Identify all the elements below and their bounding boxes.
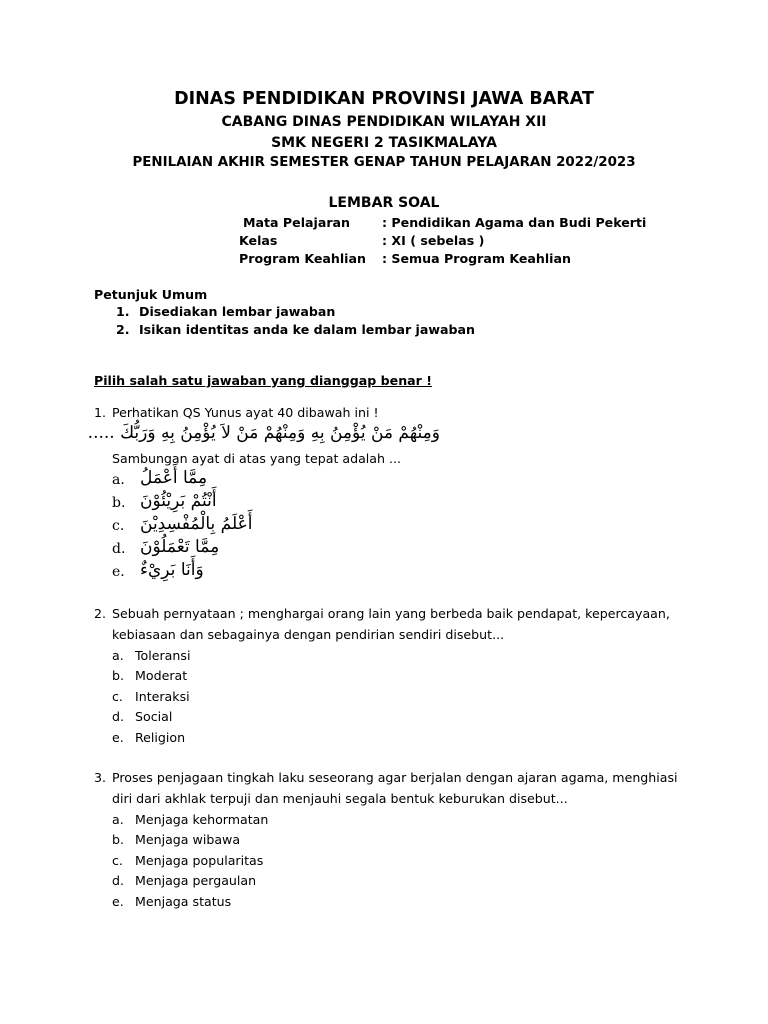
branch-title: CABANG DINAS PENDIDIKAN WILAYAH XII <box>221 114 547 130</box>
option-letter: c. <box>112 518 125 534</box>
program-value: : Semua Program Keahlian <box>382 251 571 266</box>
question-prompt: Sambungan ayat di atas yang tepat adalah ... <box>112 451 402 466</box>
option-arabic: مِمَّا أَعْمَلُ <box>140 468 208 488</box>
subject-value: : Pendidikan Agama dan Budi Pekerti <box>382 215 647 230</box>
option-text: Menjaga wibawa <box>135 832 241 847</box>
option-letter: e. <box>112 564 125 580</box>
school-name: SMK NEGERI 2 TASIKMALAYA <box>271 135 497 151</box>
option-letter: e. <box>112 730 124 745</box>
class-value: : XI ( sebelas ) <box>382 233 485 248</box>
option-letter: e. <box>112 894 124 909</box>
quran-verse: وَمِنْهُمْ مَنْ يُؤْمِنُ بِهِ وَمِنْهُمْ مَنْ لاَ يُؤْمِنُ بِهِ وَرَبُّكَ ..... <box>87 423 440 443</box>
option-text: Social <box>135 709 173 724</box>
question-text: Perhatikan QS Yunus ayat 40 dibawah ini ! <box>112 405 379 420</box>
subject-label: Mata Pelajaran <box>243 215 351 230</box>
option-arabic: أَعْلَمُ بِالْمُفْسِدِيْنَ <box>140 514 253 534</box>
option-text: Toleransi <box>135 648 191 663</box>
option-text: Menjaga status <box>135 894 232 909</box>
option-letter: d. <box>112 873 124 888</box>
option-text: Menjaga kehormatan <box>135 812 269 827</box>
option-arabic: مِمَّا تَعْمَلُوْنَ <box>140 537 220 557</box>
option-letter: c. <box>112 853 123 868</box>
question-text: diri dari akhlak terpuji dan menjauhi segala bentuk keburukan disebut... <box>112 791 568 806</box>
option-text: Menjaga pergaulan <box>135 873 257 888</box>
instruction-number: 1. <box>116 304 130 319</box>
option-text: Interaksi <box>135 689 190 704</box>
answer-directive: Pilih salah satu jawaban yang dianggap benar ! <box>94 373 433 388</box>
option-letter: a. <box>112 472 125 488</box>
question-text: Sebuah pernyataan ; menghargai orang lain yang berbeda baik pendapat, kepercayaan, <box>112 606 670 621</box>
option-letter: b. <box>112 668 124 683</box>
document-title: LEMBAR SOAL <box>328 195 440 211</box>
question-number: 3. <box>94 770 107 785</box>
option-letter: b. <box>112 832 124 847</box>
option-letter: d. <box>112 541 126 557</box>
option-text: Menjaga popularitas <box>135 853 264 868</box>
question-text: kebiasaan dan sebagainya dengan pendirian sendiri disebut... <box>112 627 505 642</box>
class-label: Kelas <box>239 233 278 248</box>
option-text: Religion <box>135 730 186 745</box>
option-letter: a. <box>112 812 124 827</box>
agency-title: DINAS PENDIDIKAN PROVINSI JAWA BARAT <box>174 89 594 109</box>
question-text: Proses penjagaan tingkah laku seseorang agar berjalan dengan ajaran agama, menghiasi <box>112 770 678 785</box>
option-arabic: أَنْتُمْ بَرِيْئُوْنَ <box>140 491 217 511</box>
option-letter: b. <box>112 495 126 511</box>
option-text: Moderat <box>135 668 188 683</box>
question-number: 2. <box>94 606 107 621</box>
question-number: 1. <box>94 405 107 420</box>
instruction-item: Isikan identitas anda ke dalam lembar jawaban <box>139 322 475 337</box>
option-letter: c. <box>112 689 123 704</box>
instruction-number: 2. <box>116 322 130 337</box>
program-label: Program Keahlian <box>239 251 366 266</box>
exam-title: PENILAIAN AKHIR SEMESTER GENAP TAHUN PELAJARAN 2022/2023 <box>132 155 636 170</box>
option-letter: a. <box>112 648 124 663</box>
option-letter: d. <box>112 709 124 724</box>
option-arabic: وَأَنَا بَرِيْءٌ <box>140 560 204 580</box>
instructions-title: Petunjuk Umum <box>94 287 208 302</box>
instruction-item: Disediakan lembar jawaban <box>139 304 336 319</box>
